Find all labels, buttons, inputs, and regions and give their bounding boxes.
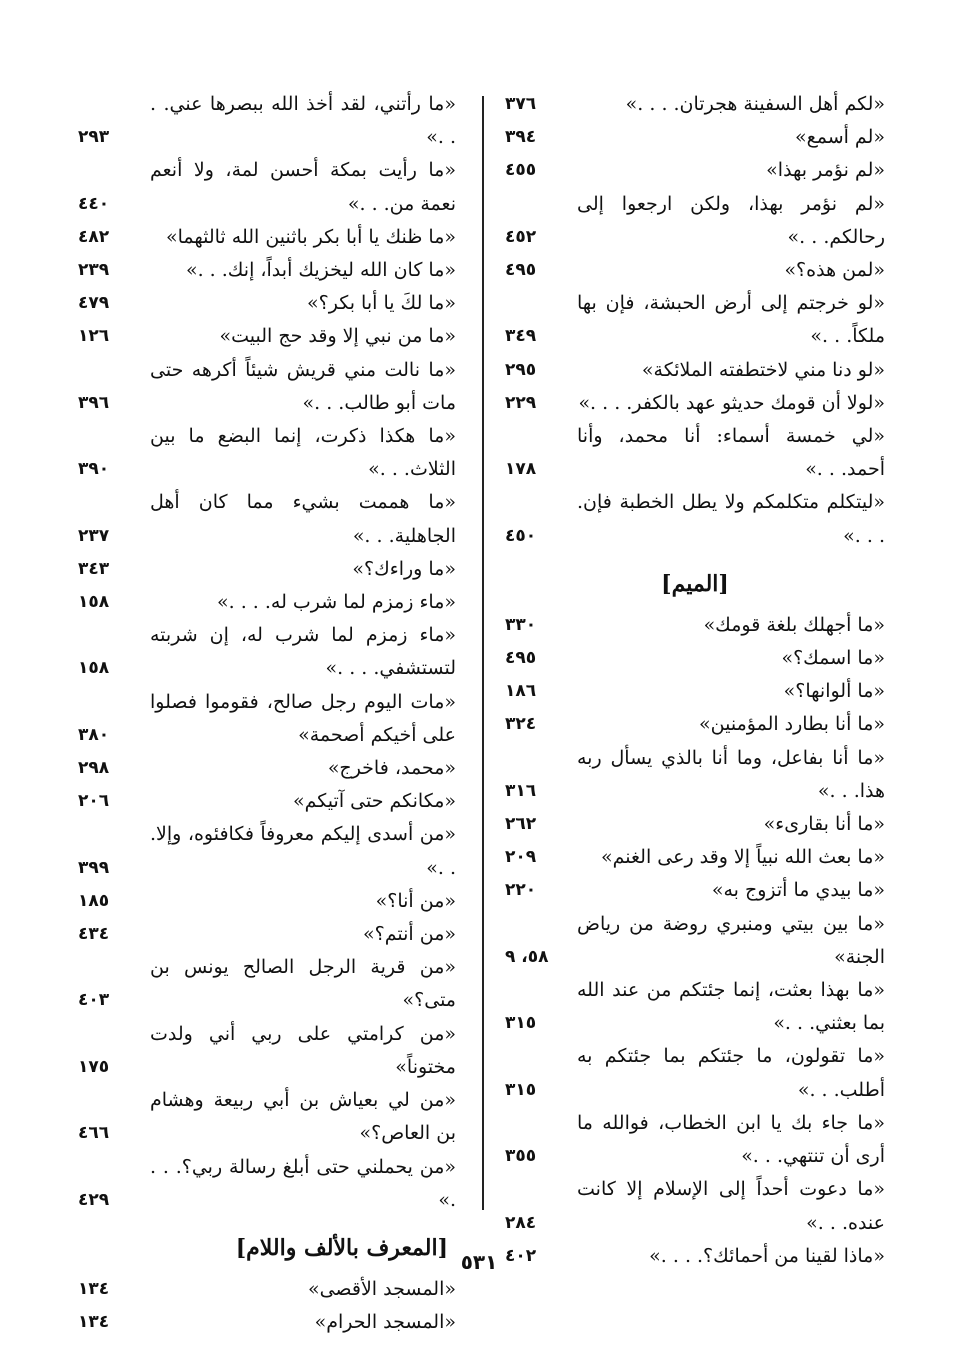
entry-text: «ماء زمزم لما شرب له. . . .» [216, 591, 456, 614]
index-entry [505, 1173, 885, 1239]
entry-text: «ما دعوت أحداً إلى الإسلام إلا كانت عنده. . .» [577, 1178, 885, 1234]
entry-page-number: ٤٣٤ [78, 924, 110, 945]
index-entry [505, 642, 885, 675]
entry-text: «ما بهذا بعثت، إنما جئتكم من عند الله بما بعثني. . .» [577, 979, 885, 1035]
entry-text: «ما أجهلك بلغة قومك» [703, 613, 885, 636]
index-entry [505, 354, 885, 387]
entry-page-number: ٢٣٧ [78, 525, 110, 546]
entry-page-number: ٣١٥ [505, 1079, 537, 1100]
entry-page-number: ٤٥٠ [505, 525, 537, 546]
entry-page-number: ٤٥٢ [505, 226, 537, 247]
entry-page-number: ٣٤٣ [78, 558, 110, 579]
entry-page-number: ٣٩٦ [78, 392, 110, 413]
entry-text: «ما نالت مني قريش شيئاً أكرهه حتى مات أبو طالب. . .» [150, 358, 456, 414]
right-column [505, 88, 885, 1273]
entry-text: «ما رأتني، لقد أخذ الله ببصرها عني. . . .» [150, 93, 456, 149]
entry-page-number: ٢٢٩ [505, 392, 537, 413]
index-entry [505, 808, 885, 841]
entry-text: «ما وراءك؟» [352, 557, 456, 580]
index-entry [505, 88, 885, 121]
index-entry [78, 1084, 456, 1150]
entry-text: «ما جاء بك يا ابن الخطاب، فوالله ما أرى أن تنتهي. . .» [577, 1111, 885, 1168]
entry-text: «ما أنا بقارىء» [763, 813, 885, 836]
left-entries-top [78, 88, 456, 1217]
index-entry [505, 287, 885, 353]
entry-page-number: ٢٠٩ [505, 847, 537, 868]
index-entry [505, 387, 885, 420]
page-number: ٥٣١ [460, 1250, 498, 1274]
entry-text: «لي خمسة أسماء: أنا محمد، وأنا أحمد. . .» [577, 425, 885, 481]
entry-text: «من يحملني حتى أبلغ رسالة ربي؟. . . .» [150, 1155, 456, 1211]
entry-page-number: ٣٩٩ [78, 857, 110, 878]
entry-page-number: ٤٦٦ [78, 1123, 110, 1144]
right-entries-top [505, 88, 885, 553]
index-entry [505, 742, 885, 808]
index-entry [505, 1107, 885, 1173]
index-entry [78, 951, 456, 1017]
entry-page-number: ٥٨، ٩ [505, 946, 549, 967]
entry-page-number: ٣١٥ [505, 1013, 537, 1034]
entry-page-number: ٢٠٦ [78, 791, 110, 812]
entry-text: «ما أنا بطارد المؤمنين» [699, 713, 885, 736]
index-entry [78, 553, 456, 586]
entry-page-number: ٣٩٤ [505, 127, 537, 148]
index-entry [78, 320, 456, 353]
index-entry [78, 686, 456, 752]
index-entry [78, 88, 456, 154]
index-entry [505, 908, 885, 974]
index-entry [505, 1040, 885, 1106]
index-entry [505, 188, 885, 254]
entry-text: «ما اسمك؟» [781, 647, 885, 670]
index-entry [505, 121, 885, 154]
entry-text: «لو خرجتم إلى أرض الحبشة، فإن بها ملكاً. . .» [577, 292, 885, 348]
entry-text: «ما بين بيتي ومنبري روضة من رياض الجنة» [577, 912, 885, 968]
index-entry [78, 154, 456, 220]
index-entry [78, 1151, 456, 1217]
index-entry [78, 486, 456, 552]
entry-text: «لولا أن قومك حديثو عهد بالكفر. . . .» [578, 391, 885, 414]
entry-page-number: ١٨٥ [78, 890, 110, 911]
entry-page-number: ١٢٦ [78, 326, 110, 347]
entry-page-number: ١٨٦ [505, 681, 537, 702]
entry-text: «ما لكَ يا أبا بكر؟» [307, 292, 456, 315]
index-entry [78, 354, 456, 420]
index-entry [505, 675, 885, 708]
entry-text: «ما هممت بشيء مما كان أهل الجاهلية. . .» [150, 491, 456, 547]
right-entries-bottom [505, 609, 885, 1273]
entry-page-number: ٤٩٥ [505, 648, 537, 669]
left-entries-bottom [78, 1273, 456, 1339]
index-entry [78, 221, 456, 254]
index-entry [505, 254, 885, 287]
entry-page-number: ١٥٨ [78, 592, 110, 613]
entry-text: «المسجد الحرام» [314, 1311, 456, 1334]
index-entry [505, 154, 885, 187]
index-entry [78, 785, 456, 818]
index-entry [78, 1018, 456, 1084]
index-entry [505, 420, 885, 486]
entry-page-number: ٤٢٩ [78, 1189, 110, 1210]
entry-page-number: ٤٩٥ [505, 260, 537, 281]
entry-page-number: ١٧٥ [78, 1056, 110, 1077]
entry-text: «لم نؤمر بهذا» [766, 159, 885, 182]
index-entry [505, 841, 885, 874]
entry-page-number: ٣٣٠ [505, 614, 537, 635]
entry-page-number: ٣٩٠ [78, 459, 110, 480]
entry-text: «لمن هذه؟» [784, 259, 885, 282]
entry-text: «مكانكم حتى آتيكم» [293, 790, 456, 813]
entry-text: «من لي بعياش بن أبي ربيعة وهشام بن العاص؟» [150, 1089, 456, 1145]
entry-page-number: ٤٥٥ [505, 160, 537, 181]
entry-page-number: ٢٦٢ [505, 814, 537, 835]
index-entry [78, 420, 456, 486]
entry-page-number: ٣٤٩ [505, 326, 537, 347]
entry-page-number: ٤٧٩ [78, 293, 110, 314]
index-entry [505, 609, 885, 642]
entry-text: «لم أسمع» [794, 126, 885, 149]
entry-text: «ما من نبي إلا وقد حج البيت» [219, 325, 456, 348]
entry-text: «لم نؤمر بهذا، ولكن ارجعوا إلى رحالكم. . .» [577, 192, 885, 248]
index-entry [78, 885, 456, 918]
entry-text: «ما أنا بفاعل، وما أنا بالذي يسأل ربه هذا. . .» [577, 746, 885, 802]
entry-page-number: ٤٠٢ [505, 1245, 537, 1266]
index-entry [78, 818, 456, 884]
entry-text: «من أسدى إليكم معروفاً فكافئوه، وإلا. . .» [150, 823, 456, 879]
index-entry [505, 974, 885, 1040]
entry-text: «ما ألوانها؟» [783, 680, 885, 703]
entry-page-number: ٣١٦ [505, 780, 537, 801]
entry-page-number: ٢٨٤ [505, 1212, 537, 1233]
entry-page-number: ٤٨٢ [78, 226, 110, 247]
entry-text: «لو دنا مني لاختطفته الملائكة» [641, 358, 885, 381]
entry-text: «ماذا لقينا من أحمائك؟. . . .» [649, 1244, 885, 1267]
index-entry [505, 874, 885, 907]
entry-page-number: ٤٠٣ [78, 990, 110, 1011]
entry-page-number: ٤٤٠ [78, 193, 110, 214]
section-heading-text: [المعرف بالألف واللام] [235, 1234, 448, 1261]
entry-text: «ما بعث الله نبياً إلا وقد رعى الغنم» [601, 846, 885, 869]
entry-page-number: ١٥٨ [78, 658, 110, 679]
section-heading-text: [الميم] [661, 570, 729, 597]
entry-text: «ما كان الله ليخزيك أبداً، إنك. . .» [185, 259, 456, 282]
entry-page-number: ٣٧٦ [505, 94, 537, 114]
index-entry [78, 254, 456, 287]
left-column [78, 88, 456, 1339]
entry-page-number: ١٧٨ [505, 459, 537, 480]
index-entry [78, 287, 456, 320]
entry-page-number: ٢٢٠ [505, 880, 537, 901]
entry-page-number: ٣٢٤ [505, 714, 537, 735]
index-entry [78, 619, 456, 685]
index-entry [505, 708, 885, 741]
entry-text: «من قرية الرجل الصالح يونس بن متى؟» [150, 956, 456, 1012]
entry-page-number: ٣٨٠ [78, 724, 110, 745]
entry-text: «من أنا؟» [375, 889, 456, 912]
index-entry [78, 1306, 456, 1339]
entry-page-number: ٢٩٣ [78, 127, 110, 148]
entry-text: «من أنتم؟» [363, 923, 456, 946]
index-entry [78, 752, 456, 785]
entry-text: «ما تقولون، ما جئتكم بما جئتكم به أطلب. . .» [577, 1045, 885, 1101]
section-heading-meem [505, 553, 885, 609]
entry-page-number: ١٣٤ [78, 1312, 110, 1333]
entry-text: «ما رأيت بمكة أحسن لمة، ولا أنعم نعمة من. . .» [150, 159, 456, 215]
index-entry [505, 486, 885, 552]
entry-page-number: ٢٩٨ [78, 758, 110, 779]
entry-text: «لكم أهل السفينة هجرتان. . . .» [625, 93, 885, 115]
entry-page-number: ٢٣٩ [78, 260, 110, 281]
entry-page-number: ١٣٤ [78, 1278, 110, 1299]
column-divider [482, 96, 484, 1210]
entry-text: «ما بيدي ما أتزوج به» [711, 879, 885, 902]
entry-text: «المسجد الأقصى» [307, 1277, 456, 1300]
entry-text: «مات اليوم رجل صالح، فقوموا فصلوا على أخيكم أصحمة» [150, 690, 456, 746]
entry-text: «من كرامتي على ربي أني ولدت مختوناً» [150, 1022, 456, 1078]
entry-text: «ما ظنك يا أبا بكر باثنين الله ثالثهما» [165, 225, 456, 248]
entry-text: «ليتكلم متكلمكم ولا يطل الخطبة فإن. . . .» [577, 491, 885, 547]
index-entry [78, 586, 456, 619]
entry-page-number: ٣٥٥ [505, 1146, 537, 1167]
entry-text: «ما هكذا ذكرت، إنما البضع ما بين الثلاث. . .» [150, 425, 456, 481]
entry-text: «ماء زمزم لما شرب له، إن شربته لتستشفي. . . .» [150, 624, 456, 680]
index-entry [78, 918, 456, 951]
entry-text: «محمد، فاخرج» [327, 757, 456, 780]
index-entry [78, 1273, 456, 1306]
entry-page-number: ٢٩٥ [505, 359, 537, 380]
